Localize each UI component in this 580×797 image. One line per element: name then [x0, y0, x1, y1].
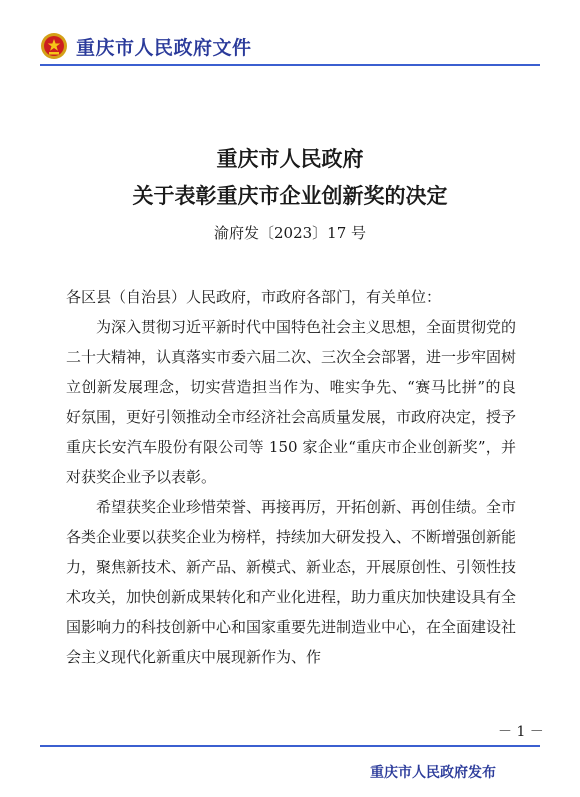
salutation: 各区县（自治县）人民政府，市政府各部门，有关单位： [66, 288, 442, 306]
document-number: 渝府发〔2023〕17 号 [213, 224, 367, 242]
page-number: － 1 － [498, 724, 544, 740]
national-emblem-icon [40, 32, 68, 60]
document-body [66, 282, 516, 672]
document-title-line1: 重庆市人民政府 [216, 146, 364, 171]
document-title-line2: 关于表彰重庆市企业创新奖的决定 [132, 183, 448, 208]
publisher-footer: 重庆市人民政府发布 [370, 765, 496, 781]
paragraph-1: 为深入贯彻习近平新时代中国特色社会主义思想，全面贯彻党的二十大精神，认真落实市委六届二次、三次全会部署，进一步牢固树立创新发展理念，切实营造担当作为、唯实争先、“赛马比拼”的良好氛围，更好引领推动全市经济社会高质量发展，市政府决定，授予重庆长安汽车股份有限公司等 150 家企业“重庆市企业创新奖”，并对获奖企业予以表彰。 [66, 318, 517, 486]
footer-divider [40, 745, 540, 747]
paragraph-2: 希望获奖企业珍惜荣誉、再接再厉，开拓创新、再创佳绩。全市各类企业要以获奖企业为榜样，持续加大研发投入、不断增强创新能力，聚焦新技术、新产品、新模式、新业态，开展原创性、引领性技术攻关，加快创新成果转化和产业化进程，助力重庆加快建设具有全国影响力的科技创新中心和国家重要先进制造业中心，在全面建设社会主义现代化新重庆中展现新作为、作 [66, 498, 517, 666]
document-header [40, 30, 252, 62]
header-divider [40, 64, 540, 66]
header-title: 重庆市人民政府文件 [76, 36, 252, 59]
